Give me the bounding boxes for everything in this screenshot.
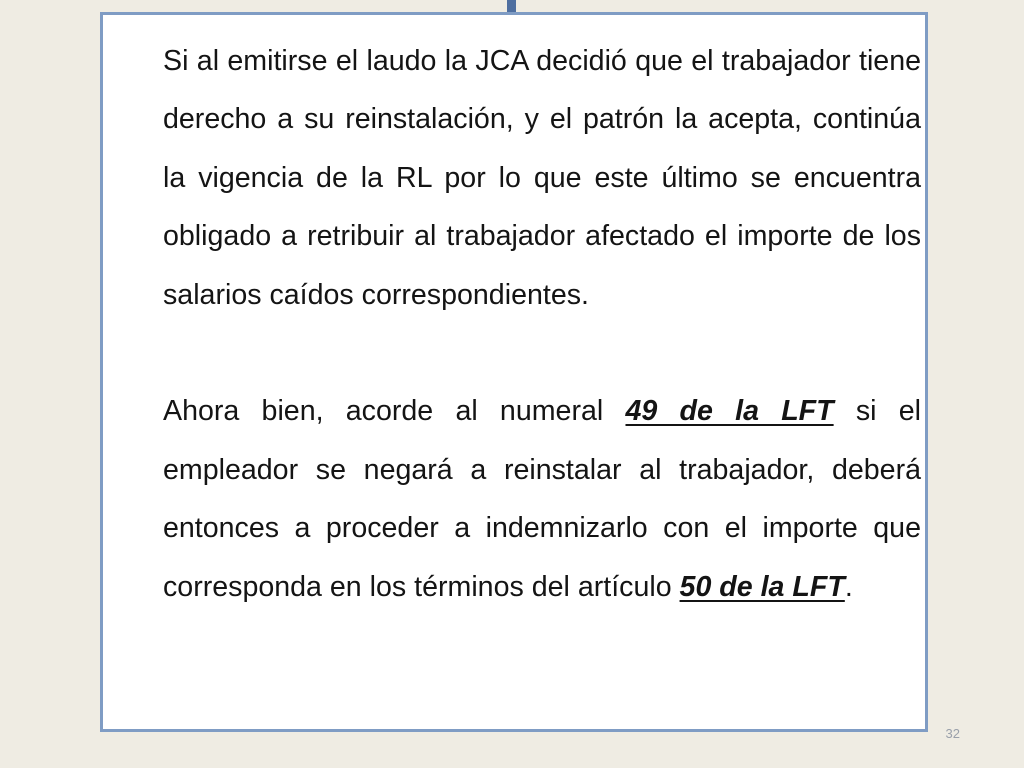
paragraph-text-middle: si el empleador se negará a reinstalar al trabajador, deberá entonces a proceder a indemnizarlo con el importe que corresponda en los términos del artículo [163, 395, 922, 603]
paragraph-spacer [163, 324, 921, 382]
paragraph-indemnification [163, 382, 921, 616]
paragraph-reinstatement: Si al emitirse el laudo la JCA decidió que el trabajador tiene derecho a su reinstalación, y el patrón la acepta, continúa la vigencia de la RL por lo que este último se encuentra obligado a retribuir al trabajador afectado el importe de los salarios caídos correspondientes. [163, 45, 921, 311]
paragraph-text-end: . [844, 570, 853, 603]
paragraph-text-start: Ahora bien, acorde al numeral [163, 395, 626, 428]
law-reference-article-49: 49 de la LFT [625, 395, 834, 428]
slide-frame [100, 12, 928, 732]
slide-content [163, 32, 921, 616]
law-reference-article-50: 50 de la LFT [679, 570, 845, 603]
page-number: 32 [945, 726, 960, 741]
